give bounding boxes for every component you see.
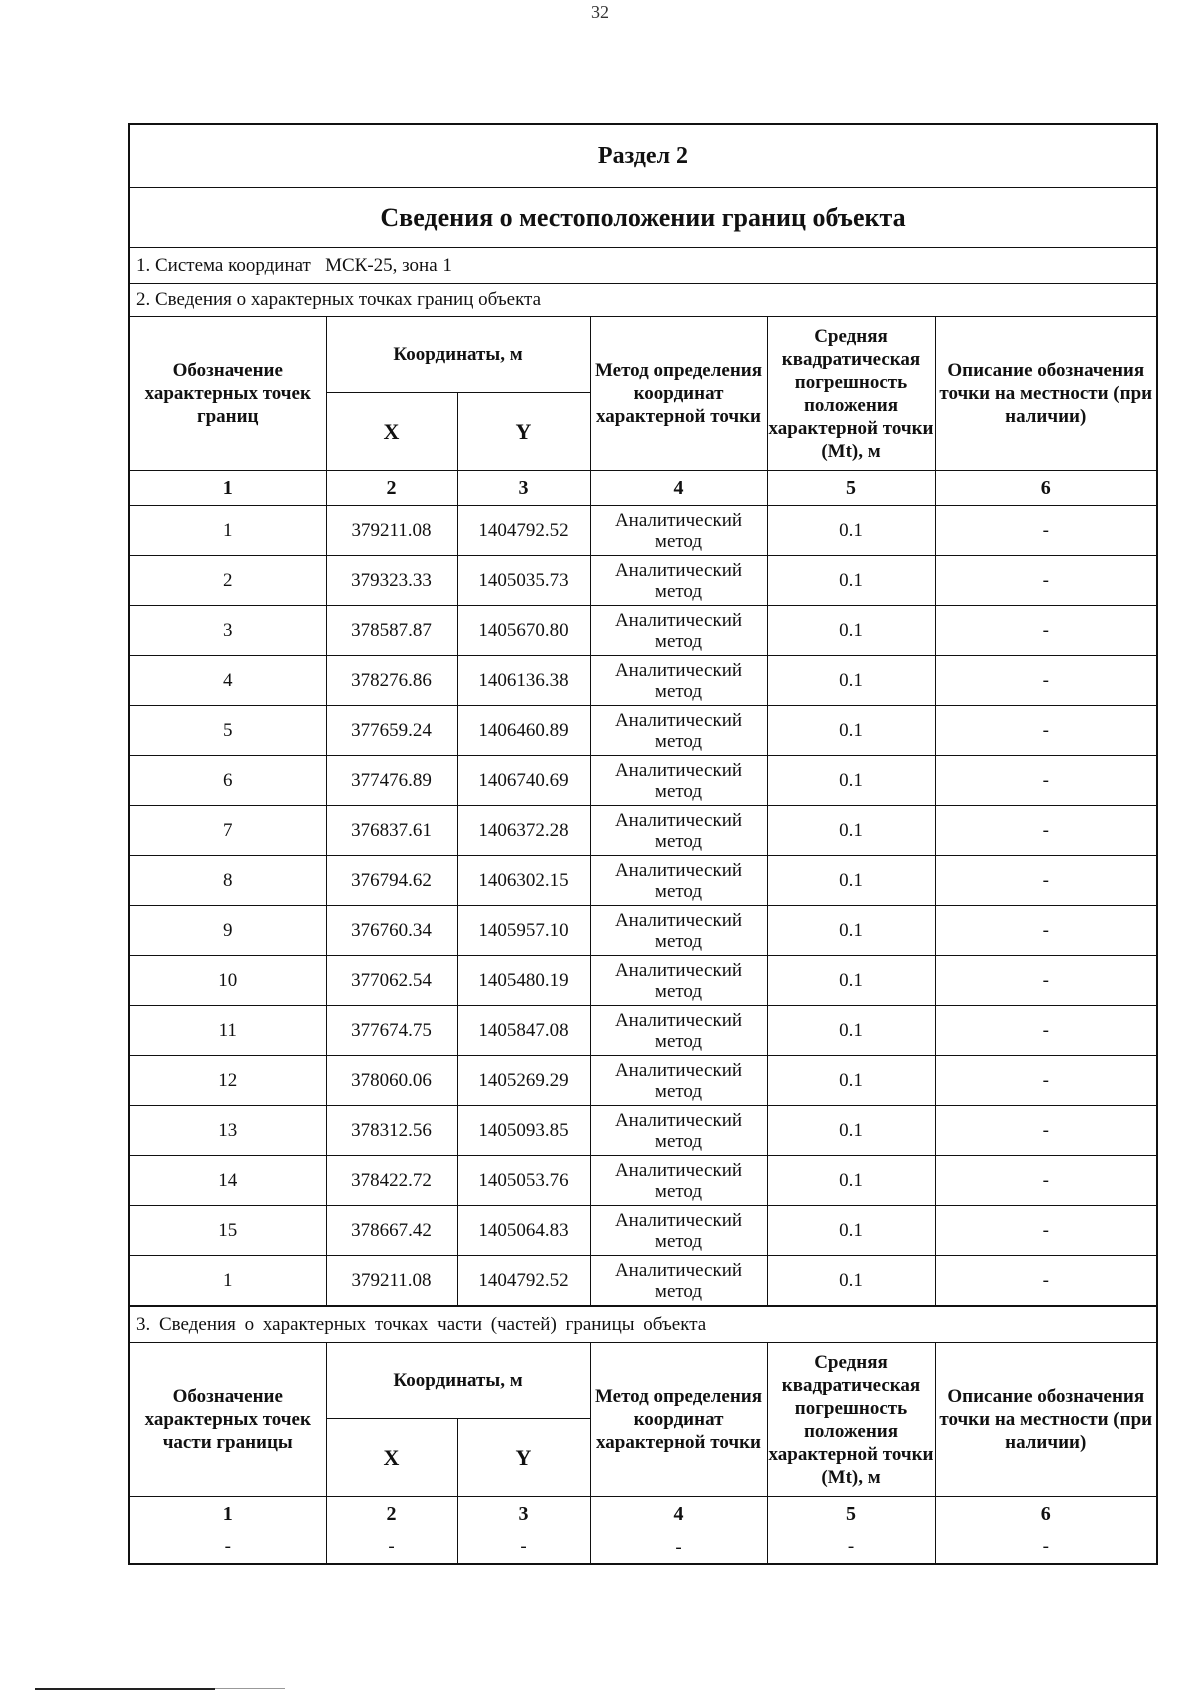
error-cell: 0.1 bbox=[767, 556, 935, 606]
point-id-cell: 11 bbox=[130, 1006, 326, 1056]
point-id-cell: 6 bbox=[130, 756, 326, 806]
col-number: 5 bbox=[767, 471, 935, 506]
method-cell: Аналитический метод bbox=[590, 656, 767, 706]
point-id-cell: 14 bbox=[130, 1156, 326, 1206]
error-cell: 0.1 bbox=[767, 756, 935, 806]
header-part-point-designation: Обозначение характерных точек части границы bbox=[130, 1343, 326, 1497]
y-coordinate-cell: 1405064.83 bbox=[457, 1206, 590, 1256]
col-number: 4 bbox=[590, 1497, 767, 1532]
header-y: Y bbox=[457, 393, 590, 471]
point-id-cell: 1 bbox=[130, 506, 326, 556]
points-section-label: 2. Сведения о характерных точках границ объекта bbox=[136, 289, 542, 310]
x-coordinate-cell: 376760.34 bbox=[326, 906, 457, 956]
table-row bbox=[130, 656, 1156, 706]
method-cell: Аналитический метод bbox=[590, 956, 767, 1006]
y-coordinate-cell: - bbox=[457, 1531, 590, 1563]
y-coordinate-cell: 1406302.15 bbox=[457, 856, 590, 906]
x-coordinate-cell: 379211.08 bbox=[326, 506, 457, 556]
y-coordinate-cell: 1405480.19 bbox=[457, 956, 590, 1006]
description-cell: - bbox=[935, 506, 1156, 556]
table-row bbox=[130, 506, 1156, 556]
table-row bbox=[130, 806, 1156, 856]
description-cell: - bbox=[935, 1156, 1156, 1206]
point-id-cell: 9 bbox=[130, 906, 326, 956]
point-id-cell: 10 bbox=[130, 956, 326, 1006]
header-description: Описание обозначения точки на местности (при наличии) bbox=[935, 317, 1156, 471]
description-cell: - bbox=[935, 1006, 1156, 1056]
description-cell: - bbox=[935, 556, 1156, 606]
table-row bbox=[130, 556, 1156, 606]
point-id-cell: 13 bbox=[130, 1106, 326, 1156]
table-row bbox=[130, 756, 1156, 806]
col-number: 6 bbox=[935, 1497, 1156, 1532]
method-cell: Аналитический метод bbox=[590, 906, 767, 956]
point-id-cell: 7 bbox=[130, 806, 326, 856]
description-cell: - bbox=[935, 956, 1156, 1006]
description-cell: - bbox=[935, 606, 1156, 656]
error-cell: 0.1 bbox=[767, 706, 935, 756]
y-coordinate-cell: 1405957.10 bbox=[457, 906, 590, 956]
x-coordinate-cell: 379211.08 bbox=[326, 1256, 457, 1306]
description-cell: - bbox=[935, 906, 1156, 956]
method-cell: Аналитический метод bbox=[590, 806, 767, 856]
description-cell: - bbox=[935, 1106, 1156, 1156]
table-row bbox=[130, 856, 1156, 906]
col-number: 5 bbox=[767, 1497, 935, 1532]
x-coordinate-cell: 376794.62 bbox=[326, 856, 457, 906]
method-cell: Аналитический метод bbox=[590, 1006, 767, 1056]
table-row bbox=[130, 1156, 1156, 1206]
table-row bbox=[130, 1531, 1156, 1563]
header-error: Средняя квадратическая погрешность положения характерной точки (Mt), м bbox=[767, 317, 935, 471]
x-coordinate-cell: 378060.06 bbox=[326, 1056, 457, 1106]
description-cell: - bbox=[935, 1256, 1156, 1306]
error-cell: 0.1 bbox=[767, 806, 935, 856]
page-number: 32 bbox=[591, 2, 609, 22]
y-coordinate-cell: 1406460.89 bbox=[457, 706, 590, 756]
point-id-cell: 12 bbox=[130, 1056, 326, 1106]
points-table bbox=[130, 316, 1156, 1306]
x-coordinate-cell: 377674.75 bbox=[326, 1006, 457, 1056]
method-cell: Аналитический метод bbox=[590, 1156, 767, 1206]
y-coordinate-cell: 1405093.85 bbox=[457, 1106, 590, 1156]
part-points-table bbox=[130, 1342, 1156, 1563]
footer-rule bbox=[35, 1688, 215, 1690]
col-number: 2 bbox=[326, 471, 457, 506]
error-cell: 0.1 bbox=[767, 856, 935, 906]
method-cell: Аналитический метод bbox=[590, 606, 767, 656]
header-x: X bbox=[326, 1419, 457, 1497]
header-error: Средняя квадратическая погрешность положения характерной точки (Mt), м bbox=[767, 1343, 935, 1497]
method-cell: Аналитический метод bbox=[590, 1256, 767, 1306]
col-number: 4 bbox=[590, 471, 767, 506]
table-row bbox=[130, 906, 1156, 956]
coord-system-line: 1. Система координат МСК-25, зона 1 bbox=[130, 248, 1156, 284]
x-coordinate-cell: 377659.24 bbox=[326, 706, 457, 756]
y-coordinate-cell: 1405035.73 bbox=[457, 556, 590, 606]
point-id-cell: 15 bbox=[130, 1206, 326, 1256]
method-cell: Аналитический метод bbox=[590, 856, 767, 906]
header-coordinates: Координаты, м bbox=[326, 1343, 590, 1419]
method-cell: Аналитический метод bbox=[590, 756, 767, 806]
y-coordinate-cell: 1405269.29 bbox=[457, 1056, 590, 1106]
header-y: Y bbox=[457, 1419, 590, 1497]
method-cell: - bbox=[590, 1531, 767, 1563]
y-coordinate-cell: 1404792.52 bbox=[457, 1256, 590, 1306]
point-id-cell: 4 bbox=[130, 656, 326, 706]
error-cell: 0.1 bbox=[767, 656, 935, 706]
column-number-row bbox=[130, 1497, 1156, 1532]
x-coordinate-cell: 379323.33 bbox=[326, 556, 457, 606]
section-title: Раздел 2 bbox=[130, 125, 1156, 188]
error-cell: 0.1 bbox=[767, 606, 935, 656]
y-coordinate-cell: 1406136.38 bbox=[457, 656, 590, 706]
method-cell: Аналитический метод bbox=[590, 706, 767, 756]
x-coordinate-cell: 377062.54 bbox=[326, 956, 457, 1006]
error-cell: 0.1 bbox=[767, 1156, 935, 1206]
part-points-body bbox=[130, 1531, 1156, 1563]
section-subtitle: Сведения о местоположении границ объекта bbox=[130, 188, 1156, 248]
description-cell: - bbox=[935, 1206, 1156, 1256]
point-id-cell: 8 bbox=[130, 856, 326, 906]
point-id-cell: - bbox=[130, 1531, 326, 1563]
method-cell: Аналитический метод bbox=[590, 1056, 767, 1106]
description-cell: - bbox=[935, 1531, 1156, 1563]
point-id-cell: 5 bbox=[130, 706, 326, 756]
y-coordinate-cell: 1405847.08 bbox=[457, 1006, 590, 1056]
y-coordinate-cell: 1405053.76 bbox=[457, 1156, 590, 1206]
header-x: X bbox=[326, 393, 457, 471]
error-cell: 0.1 bbox=[767, 956, 935, 1006]
col-number: 1 bbox=[130, 1497, 326, 1532]
header-method: Метод определения координат характерной точки bbox=[590, 1343, 767, 1497]
description-cell: - bbox=[935, 1056, 1156, 1106]
y-coordinate-cell: 1406740.69 bbox=[457, 756, 590, 806]
x-coordinate-cell: 376837.61 bbox=[326, 806, 457, 856]
error-cell: 0.1 bbox=[767, 506, 935, 556]
table-row bbox=[130, 706, 1156, 756]
error-cell: 0.1 bbox=[767, 1206, 935, 1256]
header-method: Метод определения координат характерной точки bbox=[590, 317, 767, 471]
table-row bbox=[130, 1056, 1156, 1106]
y-coordinate-cell: 1405670.80 bbox=[457, 606, 590, 656]
error-cell: - bbox=[767, 1531, 935, 1563]
method-cell: Аналитический метод bbox=[590, 1206, 767, 1256]
description-cell: - bbox=[935, 856, 1156, 906]
col-number: 6 bbox=[935, 471, 1156, 506]
col-number: 3 bbox=[457, 1497, 590, 1532]
table-row bbox=[130, 1256, 1156, 1306]
footer-rule-faint bbox=[215, 1688, 285, 1689]
method-cell: Аналитический метод bbox=[590, 556, 767, 606]
table-row bbox=[130, 606, 1156, 656]
error-cell: 0.1 bbox=[767, 1006, 935, 1056]
error-cell: 0.1 bbox=[767, 1256, 935, 1306]
x-coordinate-cell: 378587.87 bbox=[326, 606, 457, 656]
col-number: 3 bbox=[457, 471, 590, 506]
col-number: 1 bbox=[130, 471, 326, 506]
header-description: Описание обозначения точки на местности (при наличии) bbox=[935, 1343, 1156, 1497]
table-row bbox=[130, 1206, 1156, 1256]
column-number-row bbox=[130, 471, 1156, 506]
points-body bbox=[130, 506, 1156, 1306]
error-cell: 0.1 bbox=[767, 1056, 935, 1106]
description-cell: - bbox=[935, 806, 1156, 856]
table-row bbox=[130, 1106, 1156, 1156]
x-coordinate-cell: 378312.56 bbox=[326, 1106, 457, 1156]
y-coordinate-cell: 1406372.28 bbox=[457, 806, 590, 856]
table-row bbox=[130, 956, 1156, 1006]
x-coordinate-cell: 378422.72 bbox=[326, 1156, 457, 1206]
y-coordinate-cell: 1404792.52 bbox=[457, 506, 590, 556]
method-cell: Аналитический метод bbox=[590, 1106, 767, 1156]
point-id-cell: 1 bbox=[130, 1256, 326, 1306]
method-cell: Аналитический метод bbox=[590, 506, 767, 556]
x-coordinate-cell: 378667.42 bbox=[326, 1206, 457, 1256]
error-cell: 0.1 bbox=[767, 1106, 935, 1156]
description-cell: - bbox=[935, 756, 1156, 806]
x-coordinate-cell: 378276.86 bbox=[326, 656, 457, 706]
section-frame bbox=[128, 123, 1158, 1565]
point-id-cell: 3 bbox=[130, 606, 326, 656]
header-coordinates: Координаты, м bbox=[326, 317, 590, 393]
table-row bbox=[130, 1006, 1156, 1056]
x-coordinate-cell: - bbox=[326, 1531, 457, 1563]
description-cell: - bbox=[935, 706, 1156, 756]
col-number: 2 bbox=[326, 1497, 457, 1532]
header-point-designation: Обозначение характерных точек границ bbox=[130, 317, 326, 471]
x-coordinate-cell: 377476.89 bbox=[326, 756, 457, 806]
description-cell: - bbox=[935, 656, 1156, 706]
error-cell: 0.1 bbox=[767, 906, 935, 956]
parts-section-label: 3. Сведения о характерных точках части (частей) границы объекта bbox=[130, 1306, 1156, 1342]
point-id-cell: 2 bbox=[130, 556, 326, 606]
